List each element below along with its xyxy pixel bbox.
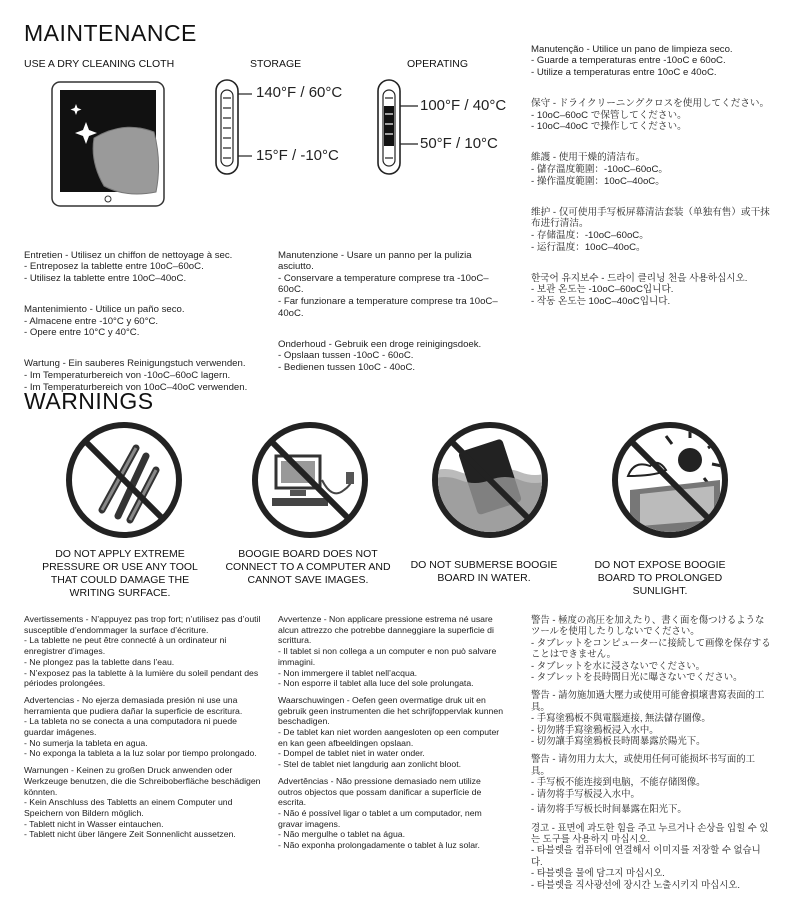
warning-caption-sunlight: DO NOT EXPOSE BOOGIE BOARD TO PROLONGED SUNLIGHT. xyxy=(594,559,726,597)
warning-caption-computer: BOOGIE BOARD DOES NOT CONNECT TO A COMPUTER AND CANNOT SAVE IMAGES. xyxy=(225,548,391,586)
operating-low-temp: 50°F / 10°C xyxy=(420,135,498,152)
storage-high-temp: 140°F / 60°C xyxy=(256,84,343,101)
maintenance-fr: Entretien - Utilisez un chiffon de nettoyage à sec. - Entreposez la tablette entre 10oC–60oC. - Utilisez la tablette entre 10oC–40oC. xyxy=(24,249,233,284)
cloth-label: USE A DRY CLEANING CLOTH xyxy=(24,58,175,70)
warnings-fr: Avertissements - N’appuyez pas trop fort; n’utilisez pas d’outil susceptible d’endommager la surface d’écriture. - La tablette ne peut être connecté à un ordinateur ni enregistrer d’images. - Ne plongez pas la tablette dans l’eau. - N’exposez pas la tablette à la lumière du soleil pendant des périodes prolongées. xyxy=(24,614,261,689)
tablet-cloth-illustration xyxy=(50,80,180,220)
warnings-ko: 경고 - 표면에 과도한 힘을 주고 누르거나 손상을 입힐 수 있는 도구를 사용하지 마십시오. - 타블렛을 컴퓨터에 연결해서 이미지를 저장할 수 없습니다. - 타블렛을 물에 담그지 마십시오. - 타블렛을 직사광선에 장시간 노출시키지 마십시오. xyxy=(531,821,769,890)
warnings-col-3 xyxy=(531,614,771,897)
maintenance-col-1 xyxy=(24,238,269,413)
warnings-col-1 xyxy=(24,614,267,846)
warnings-zh-cn: 警告 - 请勿用力太大，或使用任何可能损坏书写面的工具。 - 手写板不能连接到电脑，不能存储图像。 - 请勿将手写板浸入水中。 xyxy=(531,753,755,799)
no-pressure-tools-icon xyxy=(64,420,184,540)
storage-thermometer-icon xyxy=(214,78,254,178)
maintenance-pt: Manutenção - Utilice un pano de limpieza seco. - Guarde a temperaturas entre -10oC e 60oC. - Utilize a temperaturas entre 10oC e 40oC. xyxy=(531,43,733,78)
warnings-ja: 警告 - 極度の高圧を加えたり、書く面を傷つけるようなツールを使用したりしないでください。 - タブレットをコンピューターに接続して画像を保存することはできません。 - タブレットを水に浸さないでください。 - タブレットを長時間日光に曝さないでください。 xyxy=(531,614,771,683)
warnings-es: Advertencias - No ejerza demasiada presión ni use una herramienta que pudiera dañar la superficie de escritura. - La tableta no se conecta a una computadora ni puede guardar imágenes. - No sumerja la tableta en agua. - No exponga la tableta a la luz solar por tiempo prolongado. xyxy=(24,694,257,759)
maintenance-de: Wartung - Ein sauberes Reinigungstuch verwenden. - Im Temperaturbereich von -10oC–60oC lagern. - Im Temperaturbereich von 10oC–40oC verwenden. xyxy=(24,358,248,393)
maintenance-nl: Onderhoud - Gebruik een droge reinigingsdoek. - Opslaan tussen -10oC - 60oC. - Bedienen tussen 10oC - 40oC. xyxy=(278,338,482,373)
storage-low-temp: 15°F / -10°C xyxy=(256,147,339,164)
warnings-zh-tw: 警告 - 請勿施加過大壓力或使用可能會損壞書寫表面的工具。 - 手寫塗鴉板不與電腦連接, 無法儲存圖像。 - 切勿將手寫塗鴉板浸入水中。 - 切勿讓手寫塗鴉板長時間暴露於陽光下。 xyxy=(531,689,765,747)
maintenance-ko: 한국어 유지보수 - 드라이 클리닝 천을 사용하십시오. - 보관 온도는 -10oC–60oC입니다. - 작동 온도는 10oC–40oC입니다. xyxy=(531,272,748,307)
warnings-col-2 xyxy=(278,614,506,857)
maintenance-it: Manutenzione - Usare un panno per la pulizia asciutto. - Conservare a temperature comprese tra -10oC–60oC. - Far funzionare a temperature comprese tra 10oC–40oC. xyxy=(278,249,498,319)
no-water-icon xyxy=(430,420,550,540)
operating-label: OPERATING xyxy=(407,58,469,70)
maintenance-zh-cn: 维护 - 仅可使用手写板屏幕清洁套装（单独有售）或干抹布进行清洁。 - 存储温度：-10oC–60oC。 - 运行温度：10oC–40oC。 xyxy=(531,206,770,253)
maintenance-zh-tw: 維護 - 使用干燥的清洁布。 - 儲存溫度範圍：-10oC–60oC。 - 操作溫度範圍：10oC–40oC。 xyxy=(531,152,669,187)
warnings-title: WARNINGS xyxy=(24,388,154,414)
no-sunlight-icon xyxy=(610,420,730,540)
warnings-zh-cn-sun: - 请勿将手写板长时间暴露在阳光下。 xyxy=(531,803,687,815)
maintenance-es: Mantenimiento - Utilice un paño seco. - Almacene entre -10°C y 60°C. - Opere entre 10°C y 40°C. xyxy=(24,303,185,339)
maintenance-col-3 xyxy=(531,32,776,327)
maintenance-ja: 保守 - ドライクリーニングクロスを使用してください。 - 10oC–60oC で保管してください。 - 10oC–40oC で操作してください。 xyxy=(531,97,770,133)
storage-label: STORAGE xyxy=(250,58,302,70)
maintenance-title: MAINTENANCE xyxy=(24,20,197,46)
maintenance-col-2 xyxy=(278,238,500,393)
warnings-pt: Advertências - Não pressione demasiado nem utilize outros objectos que possam danificar a superfície de escrita. - Não é possível ligar o tablet a um computador, nem gravar imagens. - Não mergulhe o tablet na água. - Não exponha prolongadamente o tablet à luz solar. xyxy=(278,775,482,851)
operating-high-temp: 100°F / 40°C xyxy=(420,97,507,114)
warnings-it: Avvertenze - Non applicare pressione estrema né usare alcun attrezzo che potrebbe danneggiare la superficie di scrittura. - Il tablet si non collega a un computer e non può salvare immagini. - Non immergere il tablet nell’acqua. - Non esporre il tablet alla luce del sole prolungata. xyxy=(278,614,497,689)
no-computer-icon xyxy=(250,420,370,540)
warnings-de: Warnungen - Keinen zu großen Druck anwenden oder Werkzeuge benutzen, die die Schreiboberfläche beschädigen könnten. - Kein Anschluss des Tabletts an einem Computer und Speichern von Bildern möglich. - Tablett nicht in Wasser eintauchen. - Tablett nicht über längere Zeit Sonnenlicht aussetzen. xyxy=(24,765,261,840)
operating-thermometer-icon xyxy=(376,78,420,178)
warning-caption-water: DO NOT SUBMERSE BOOGIE BOARD IN WATER. xyxy=(410,559,558,584)
warning-caption-pressure: DO NOT APPLY EXTREME PRESSURE OR USE ANY TOOL THAT COULD DAMAGE THE WRITING SURFACE. xyxy=(42,548,198,599)
warnings-nl: Waarschuwingen - Oefen geen overmatige druk uit en gebruik geen instrumenten die het schrijfoppervlak kunnen beschadigen. - De tablet kan niet worden aangesloten op een computer en kan geen afbeeldingen opslaan. - Dompel de tablet niet in water onder. - Stel de tablet niet langdurig aan zonlicht bloot. xyxy=(278,694,504,770)
